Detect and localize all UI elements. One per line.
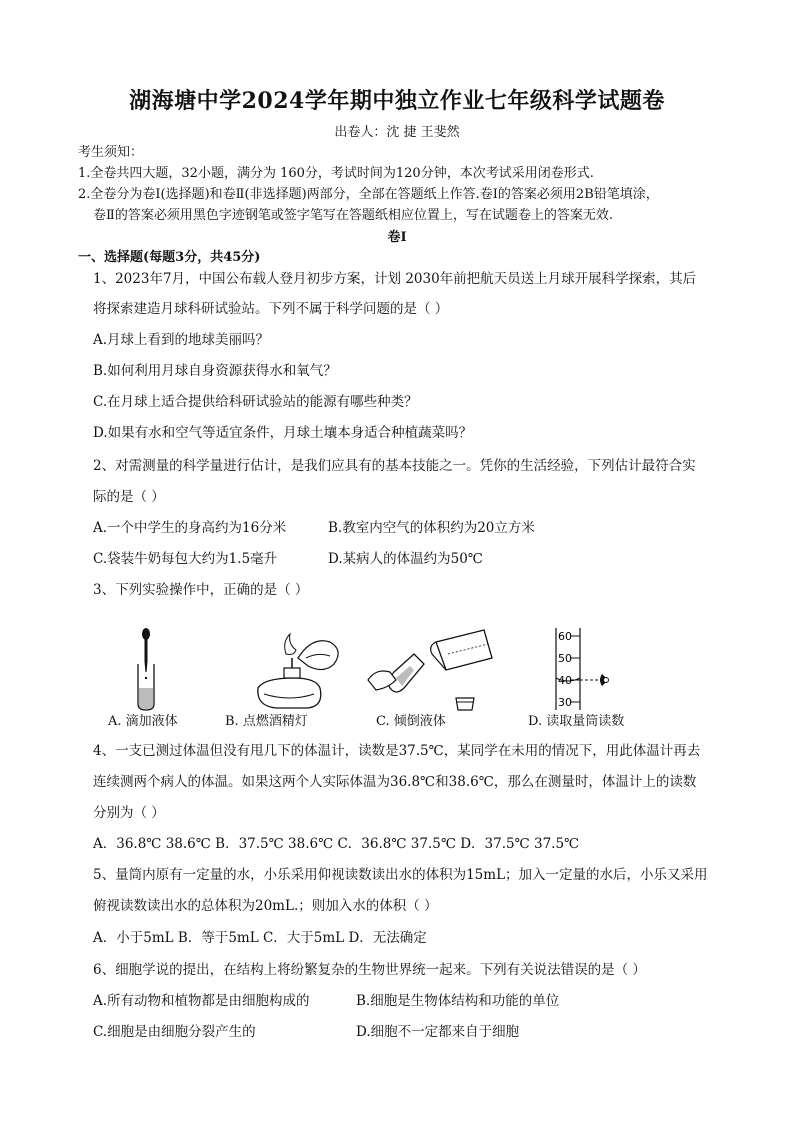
q3-caption-c: C. 倾倒液体: [376, 714, 446, 729]
exam-title: 湖海塘中学2024学年期中独立作业七年级科学试题卷: [129, 88, 665, 114]
section-heading: 一、选择题(每题3分，共45分): [78, 250, 261, 265]
q2-stem-line2: 际的是（ ）: [93, 489, 165, 505]
q6-option-b: B.细胞是生物体结构和功能的单位: [356, 993, 560, 1009]
q2-option-d: D.某病人的体温约为50℃: [328, 551, 483, 567]
q6-option-d: D.细胞不一定都来自于细胞: [356, 1024, 520, 1040]
q2-stem-line1: 2、对需测量的科学量进行估计，是我们应具有的基本技能之一。凭你的生活经验，下列估计最符合实: [93, 458, 696, 474]
q3-caption-a: A. 滴加液体: [108, 714, 178, 729]
q6-option-c: C.细胞是由细胞分裂产生的: [93, 1024, 256, 1040]
q6-option-a: A.所有动物和植物都是由细胞构成的: [93, 993, 310, 1009]
q1-option-d: D.如果有水和空气等适宜条件，月球土壤本身适合种植蔬菜吗？: [93, 425, 473, 441]
scale-60: 60: [558, 630, 572, 643]
scale-30: 30: [558, 696, 572, 709]
q3-caption-d: D. 读取量筒读数: [528, 714, 625, 729]
scale-50: 50: [558, 652, 572, 665]
dropper-figure: [116, 628, 176, 712]
q5-options: A．小于5mL B．等于5mL C．大于5mL D．无法确定: [93, 930, 427, 946]
q2-option-c: C.袋装牛奶每包大约为1.5毫升: [93, 551, 278, 567]
pouring-liquid-figure: [366, 628, 496, 712]
notice-item-2: 2.全卷分为卷Ⅰ(选择题)和卷Ⅱ(非选择题)两部分，全部在答题纸上作答.卷Ⅰ的答案必须用2B铅笔填涂，: [78, 187, 659, 202]
q1-stem-line2: 将探索建造月球科研试验站。下列不属于科学问题的是（ ）: [93, 301, 449, 317]
q3-figures: [96, 628, 716, 712]
q6-stem: 6、细胞学说的提出，在结构上将纷繁复杂的生物世界统一起来。下列有关说法错误的是（ ）: [93, 962, 646, 978]
volume-label: 卷Ⅰ: [387, 230, 407, 245]
q3-stem: 3、下列实验操作中，正确的是（ ）: [93, 582, 309, 598]
q5-stem-line1: 5、量筒内原有一定量的水，小乐采用仰视读数读出水的体积为15mL；加入一定量的水后，小乐又采用: [93, 867, 708, 883]
q4-stem-line1: 4、一支已测过体温但没有甩几下的体温计，读数是37.5℃，某同学在未用的情况下，用此体温计再去: [93, 743, 701, 759]
alcohol-lamp-figure: [246, 628, 346, 712]
q2-option-b: B.教室内空气的体积约为20立方米: [328, 520, 535, 536]
graduated-cylinder-figure: [536, 628, 626, 712]
q4-stem-line3: 分别为（ ）: [93, 805, 165, 821]
q4-options: A．36.8℃ 38.6℃ B．37.5℃ 38.6℃ C．36.8℃ 37.5℃ D．37.5℃ 37.5℃: [93, 836, 580, 852]
scale-40: 40: [558, 674, 572, 687]
q1-option-b: B.如何利用月球自身资源获得水和氧气？: [93, 363, 337, 379]
q4-stem-line2: 连续测两个病人的体温。如果这两个人实际体温为36.8℃和38.6℃，那么在测量时，体温计上的读数: [93, 774, 697, 790]
notice-item-1: 1.全卷共四大题，32小题，满分为 160分，考试时间为120分钟，本次考试采用闭卷形式.: [78, 166, 594, 181]
q1-option-a: A.月球上看到的地球美丽吗？: [93, 332, 270, 348]
notice-item-2-cont: 卷Ⅱ的答案必须用黑色字迹钢笔或签字笔写在答题纸相应位置上，写在试题卷上的答案无效.: [93, 208, 613, 223]
q1-stem-line1: 1、2023年7月，中国公布载人登月初步方案，计划 2030年前把航天员送上月球开展科学探索，其后: [93, 271, 697, 287]
authors-line: 出卷人：沈 捷 王斐然: [334, 125, 460, 140]
q3-caption-b: B. 点燃酒精灯: [225, 714, 308, 729]
notice-heading: 考生须知：: [78, 145, 144, 160]
q5-stem-line2: 俯视读数读出水的总体积为20mL.；则加入水的体积（ ）: [93, 898, 438, 914]
q2-option-a: A.一个中学生的身高约为16分米: [93, 520, 287, 536]
q1-option-c: C.在月球上适合提供给科研试验站的能源有哪些种类？: [93, 394, 418, 410]
